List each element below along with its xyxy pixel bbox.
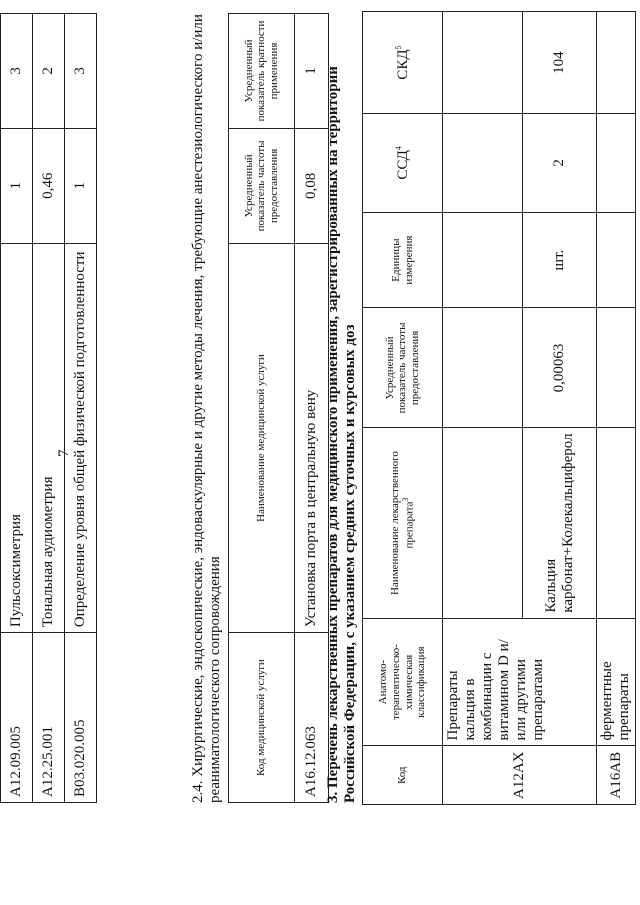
atc-code: A16AB	[597, 746, 636, 805]
multiplicity-value: 1	[295, 14, 329, 129]
footnote-marker: 4	[393, 146, 403, 151]
frequency-value: 0,08	[295, 128, 329, 243]
drug-name: Кальция карбонат+Колекальциферол	[523, 428, 597, 618]
skd-value: 104	[523, 12, 597, 114]
header-frequency: Усредненный показатель частоты предоставления	[363, 308, 443, 428]
frequency-value: 0,00063	[523, 308, 597, 428]
service-name: Определение уровня общей физической подготовленности	[65, 243, 97, 632]
frequency-value: 1	[65, 128, 97, 243]
footnote-marker: 5	[393, 45, 403, 50]
unit-value: шт.	[523, 212, 597, 308]
header-atc: Анатомо-терапевтическо-химическая классификация	[363, 618, 443, 746]
table-row	[1, 14, 33, 803]
multiplicity-value: 2	[33, 14, 65, 129]
footnote-marker: 3	[401, 497, 411, 502]
services-table-top	[0, 13, 97, 803]
service-code: А12.09.005	[1, 633, 33, 803]
service-name: Тональная аудиометрия	[33, 243, 65, 632]
header-service-code: Код медицинской услуги	[229, 633, 295, 803]
service-name: Установка порта в центральную вену	[295, 243, 329, 632]
multiplicity-value: 3	[65, 14, 97, 129]
header-ssd: ССД$^4$	[363, 114, 443, 213]
table-header-row	[229, 14, 295, 803]
services-table-2-4	[228, 13, 329, 803]
atc-code: A12AX	[443, 746, 597, 805]
header-service-name: Наименование медицинской услуги	[229, 243, 295, 632]
frequency-value: 0,46	[33, 128, 65, 243]
drugs-table	[362, 11, 636, 805]
ssd-value: 2	[523, 114, 597, 213]
atc-group: Препараты кальция в комбинации с витамином D и/или другими препаратами	[443, 618, 597, 746]
table-row	[443, 12, 523, 805]
header-unit: Единицы измерения	[363, 212, 443, 308]
atc-group: ферментные препараты	[597, 618, 636, 746]
page-number: 7	[56, 449, 72, 457]
multiplicity-value: 3	[1, 14, 33, 129]
table-header-row	[363, 12, 443, 805]
section-2-4-title: 2.4. Хирургические, эндоскопические, эндоваскулярные и другие методы лечения, требующие анестезиологического и/или реаниматологического сопровождения	[190, 14, 223, 803]
service-code: А12.25.001	[33, 633, 65, 803]
header-multiplicity: Усредненный показатель кратности применения	[229, 14, 295, 129]
service-code: А16.12.063	[295, 633, 329, 803]
header-code: Код	[363, 746, 443, 805]
service-name: Пульсоксиметрия	[1, 243, 33, 632]
table-row	[33, 14, 65, 803]
section-3-title: 3. Перечень лекарственных препаратов для медицинского применения, зарегистрированных на территории Российской Федерации, с указанием средних суточных и курсовых доз	[325, 66, 358, 803]
service-code: В03.020.005	[65, 633, 97, 803]
header-skd: СКД$^5$	[363, 12, 443, 114]
table-row	[295, 14, 329, 803]
frequency-value: 1	[1, 128, 33, 243]
header-drug-name: Наименование лекарственного препарата$^3$	[363, 428, 443, 618]
table-row	[65, 14, 97, 803]
header-frequency: Усредненный показатель частоты предоставления	[229, 128, 295, 243]
table-row	[597, 12, 636, 805]
